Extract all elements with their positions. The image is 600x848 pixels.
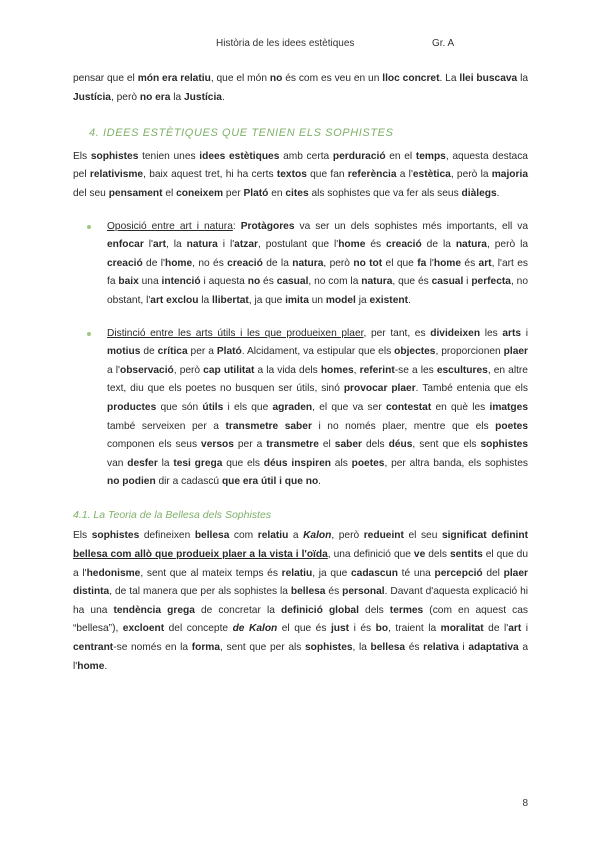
bold-term: sentits (449, 549, 483, 561)
text-run: la (198, 294, 213, 306)
text-run: van (107, 457, 128, 469)
bold-term: sophistes (90, 150, 139, 162)
text-run: va ser un dels sophistes més importants, ell va (294, 220, 528, 232)
bold-term: Justícia (184, 91, 222, 103)
text-run: de l' (483, 623, 509, 635)
bold-term: perfecta (471, 276, 511, 288)
bold-term: perduració (332, 150, 386, 162)
bold-term: cadascun (351, 567, 398, 579)
bold-term: relativisme (89, 169, 144, 181)
page-number: 8 (522, 798, 528, 809)
bold-term: estètica (412, 169, 451, 181)
bold-term: poetes (351, 457, 385, 469)
bold-term: no era (139, 91, 171, 103)
bold-term: referint (359, 364, 395, 376)
text-run: a l' (107, 364, 120, 376)
text-run: el que du a l' (73, 549, 528, 579)
text-run: , una definició que (327, 549, 414, 561)
bold-term: model (325, 294, 356, 306)
text-run: que els (222, 457, 264, 469)
text-run: , però (173, 364, 204, 376)
bold-term: diàlegs (461, 187, 497, 199)
page-content (73, 70, 528, 676)
text-run: als (331, 457, 352, 469)
text-run: de la (262, 257, 293, 269)
bold-term: no podien (107, 476, 156, 488)
bold-term: tesi grega (173, 457, 223, 469)
text-run: . Alcidament, va estipular que els (241, 346, 395, 358)
text-run: , però la (450, 169, 492, 181)
text-run: , baix aquest tret, hi ha certs (143, 169, 277, 181)
text-run: per (223, 187, 244, 199)
text-run: el seu (403, 530, 442, 542)
text-run: , de tal manera que per als sophistes la (109, 586, 291, 598)
bold-term: natura (292, 257, 324, 269)
bold-term: natura (455, 239, 487, 251)
text-run: la (517, 73, 529, 84)
bold-term: Protàgores (240, 220, 295, 232)
bold-term: home (77, 660, 105, 672)
bold-term: art (152, 239, 166, 251)
bold-term: cap utilitat (203, 364, 255, 376)
bold-term: coneixem (176, 187, 224, 199)
bold-term: Plató (216, 346, 242, 358)
text-run: l' (426, 257, 434, 269)
text-run: (com en aquest cas “bellesa”), (73, 604, 528, 635)
bold-term: excloent (122, 623, 165, 635)
text-run: . També entenia que els (415, 383, 528, 395)
bold-term: cites (285, 187, 309, 199)
bullet-dot-icon (87, 332, 91, 336)
text-run: en què les (431, 401, 490, 413)
section-4-bullet-list (73, 218, 528, 492)
text-run: la (170, 91, 185, 103)
bold-term: no tot (353, 257, 383, 269)
bold-term: natura (186, 239, 218, 251)
bold-term: desfer (127, 457, 158, 469)
text-run: , aquesta destaca pel (73, 150, 528, 181)
text-run: amb certa (279, 150, 333, 162)
text-run: és com es veu en un (282, 73, 383, 84)
bold-term: sophistes (91, 530, 140, 542)
text-run: a l' (73, 642, 529, 672)
text-run: . Davant d'aquesta explicació hi ha una (73, 586, 529, 616)
text-run: als sophistes que va fer als seus (308, 187, 462, 199)
bold-term: creació (227, 257, 263, 269)
bold-term: percepció (434, 567, 483, 579)
text-run: , sent que al mateix temps és (140, 567, 282, 579)
bold-term: sophistes (480, 439, 528, 451)
text-run: de concretar la (194, 604, 281, 616)
text-run: és (365, 239, 387, 251)
section-4-1-heading: 4.1. La Teoria de la Bellesa dels Sophistes (73, 508, 272, 521)
underlined-term: bellesa com allò que produeix plaer a la vista i l'oïda (73, 549, 328, 561)
text-run: la (157, 457, 174, 469)
bold-term: objectes (394, 346, 436, 358)
text-run: el que (382, 257, 418, 269)
text-run: , però (110, 91, 140, 103)
bold-term: versos (201, 439, 234, 451)
text-run: del (482, 567, 504, 579)
bold-term: natura (361, 276, 393, 288)
text-run: en (268, 187, 286, 199)
bold-term: art (508, 623, 522, 635)
bold-term: útils (202, 401, 224, 413)
text-run: dir a cadascú (155, 476, 222, 488)
text-run: és (405, 642, 424, 654)
text-run: , per altra banda, els sophistes (384, 457, 528, 469)
bold-term: plaer (503, 346, 529, 358)
bold-term: tendència grega (113, 604, 195, 616)
text-run: , l'art es fa (107, 257, 528, 288)
bold-term: transmetre (266, 439, 319, 451)
text-run: que fan (306, 169, 348, 181)
text-run: un (308, 294, 326, 306)
text-run: també serveixen per a (107, 420, 226, 432)
text-run: . (104, 660, 108, 672)
bold-term: productes (107, 401, 157, 413)
section-4-paragraph (73, 148, 528, 204)
text-run: i (521, 327, 529, 339)
text-run: , sent que per als (220, 642, 305, 654)
bold-term: motius (107, 346, 141, 358)
text-run: , la (166, 239, 187, 251)
text-run: componen els seus (107, 439, 202, 451)
text-run: i l' (217, 239, 235, 251)
bold-term: enfocar (107, 239, 144, 251)
bold-term: idees estètiques (199, 150, 280, 162)
bold-term: just (330, 623, 350, 635)
text-run: dels (425, 549, 450, 561)
text-run: , però (323, 257, 354, 269)
text-run: , per tant, es (363, 327, 431, 339)
bold-term: Kalon (303, 530, 332, 542)
bold-term: definició global (280, 604, 359, 616)
bold-term: escultures (436, 364, 488, 376)
bold-term: intenció (161, 276, 201, 288)
text-run: com (229, 530, 258, 542)
bold-term: fa (417, 257, 427, 269)
text-run: , no com la (308, 276, 362, 288)
text-run: per a (233, 439, 267, 451)
underlined-term: Distinció entre les arts útils i les que produeixen plaer (107, 327, 364, 339)
text-run: i (463, 276, 472, 288)
bold-term: Justícia (73, 91, 111, 103)
bold-term: imatges (489, 401, 528, 413)
text-run: i (521, 623, 529, 635)
bold-term: baix (118, 276, 139, 288)
text-run: , postulant que l' (257, 239, 339, 251)
bold-term: imita (285, 294, 309, 306)
bold-term: crítica (157, 346, 188, 358)
bold-term: ve (413, 549, 426, 561)
bold-term: de Kalon (232, 623, 278, 635)
text-run: del concepte (164, 623, 233, 635)
header-group: Gr. A (432, 38, 455, 49)
text-run: és (461, 257, 479, 269)
text-run: , que és (392, 276, 432, 288)
text-run: i aquesta (200, 276, 248, 288)
text-run: i no només plaer, mentre que els (311, 420, 496, 432)
text-run: i els que (223, 401, 273, 413)
text-run: l' (143, 239, 153, 251)
bold-term: temps (415, 150, 446, 162)
underlined-term: Oposició entre art i natura (107, 220, 233, 232)
bold-term: Plató (243, 187, 269, 199)
text-run: el (162, 187, 177, 199)
bold-term: majoria (491, 169, 528, 181)
bullet-text (107, 221, 528, 306)
text-run: . (407, 294, 411, 306)
bold-term: home (164, 257, 193, 269)
text-run: , però (331, 530, 364, 542)
text-run: -se a les (394, 364, 437, 376)
text-run: . (318, 476, 322, 488)
text-run: . La (439, 73, 460, 84)
bold-term: termes (389, 604, 424, 616)
text-run: una (138, 276, 162, 288)
bold-term: saber (334, 439, 362, 451)
bold-term: existent (369, 294, 408, 306)
text-run: , però la (486, 239, 529, 251)
bullet-dot-icon (87, 225, 91, 229)
text-run: a (288, 530, 304, 542)
text-run: del seu (73, 187, 109, 199)
bold-term: hedonisme (86, 567, 141, 579)
bold-term: adaptativa (468, 642, 519, 654)
bold-term: relatiu (281, 567, 313, 579)
bold-term: déus inspiren (263, 457, 331, 469)
bold-term: que era útil i que no (221, 476, 319, 488)
text-run: per a (187, 346, 217, 358)
bold-term: atzar (234, 239, 258, 251)
bold-term: lloc concret (382, 73, 440, 84)
bold-term: transmetre saber (225, 420, 312, 432)
bold-term: personal (342, 586, 385, 598)
bold-term: home (338, 239, 366, 251)
text-run: , ja que (248, 294, 286, 306)
bold-term: creació (107, 257, 143, 269)
bullet-item-art-natura (73, 218, 528, 311)
text-run: ja (355, 294, 370, 306)
section-4-heading: 4. IDEES ESTÈTIQUES QUE TENIEN ELS SOPHISTES (89, 127, 394, 140)
text-run: el (318, 439, 335, 451)
text-run: -se només en la (113, 642, 192, 654)
bold-term: relatiu (257, 530, 289, 542)
text-run: a la vida dels (254, 364, 321, 376)
text-run: el que és (277, 623, 331, 635)
bold-term: món era relatiu (137, 73, 211, 84)
text-run: de (140, 346, 158, 358)
bold-term: bellesa (370, 642, 406, 654)
bold-term: moralitat (440, 623, 484, 635)
text-run: les (480, 327, 503, 339)
bold-term: arts (502, 327, 522, 339)
text-run: pensar que el (73, 73, 138, 84)
text-run: tenien unes (138, 150, 200, 162)
text-run: en el (385, 150, 416, 162)
header-title: Història de les idees estètiques (216, 38, 355, 49)
text-run: Els (73, 530, 92, 542)
bold-term: plaer distinta (73, 567, 528, 598)
bold-term: provocar plaer (343, 383, 416, 395)
bold-term: textos (276, 169, 307, 181)
bold-term: bellesa (194, 530, 230, 542)
text-run: dels (361, 439, 389, 451)
bold-term: contestat (385, 401, 432, 413)
text-run: i és (349, 623, 376, 635)
bold-term: bellesa (290, 586, 326, 598)
bold-term: pensament (108, 187, 163, 199)
text-run: , que el món (210, 73, 270, 84)
bold-term: creació (386, 239, 422, 251)
bold-term: no (269, 73, 283, 84)
bold-term: casual (276, 276, 309, 288)
bold-term: observació (119, 364, 174, 376)
text-run: , el que va ser (312, 401, 386, 413)
bold-term: redueint (363, 530, 404, 542)
bold-term: llei buscava (459, 73, 518, 84)
text-run: , ja que (312, 567, 351, 579)
bold-term: casual (431, 276, 464, 288)
bold-term: centrant (73, 642, 114, 654)
bold-term: divideixen (430, 327, 481, 339)
text-run: , la (352, 642, 371, 654)
bold-term: relativa (423, 642, 459, 654)
text-run: . (221, 91, 225, 103)
bold-term: homes (320, 364, 354, 376)
bold-term: déus (388, 439, 413, 451)
text-run: , en altre text, diu que els poetes no busquen ser útils, sinó (107, 364, 528, 395)
text-run: dels (358, 604, 390, 616)
bold-term: significat definint (441, 530, 528, 542)
text-run: , traient la (388, 623, 441, 635)
bullet-text (107, 328, 528, 488)
bold-term: agraden (272, 401, 313, 413)
text-run: , sent que els (412, 439, 481, 451)
text-run: , proporcionen (435, 346, 504, 358)
text-run: té una (398, 567, 435, 579)
text-run: defineixen (139, 530, 195, 542)
text-run: , no és (192, 257, 228, 269)
text-run: que són (156, 401, 203, 413)
bold-term: home (433, 257, 462, 269)
text-run: i (458, 642, 469, 654)
bold-term: art exclou (150, 294, 199, 306)
text-run: : (232, 220, 241, 232)
text-run: , no obstant, l' (107, 276, 528, 306)
text-run: de l' (142, 257, 165, 269)
bold-term: forma (191, 642, 221, 654)
section-4-1-paragraph (73, 527, 528, 676)
text-run: és (260, 276, 277, 288)
intro-paragraph (73, 70, 528, 107)
bold-term: bo (375, 623, 389, 635)
text-run: , (353, 364, 360, 376)
bold-term: sophistes (304, 642, 353, 654)
bold-term: llibertat (212, 294, 249, 306)
bold-term: referència (347, 169, 397, 181)
bold-term: no (247, 276, 261, 288)
text-run: de la (421, 239, 456, 251)
bullet-item-arts-utils (73, 325, 528, 492)
text-run: a l' (396, 169, 413, 181)
text-run: Els (73, 150, 91, 162)
bold-term: art (478, 257, 492, 269)
text-run: és (325, 586, 343, 598)
text-run: . (496, 187, 500, 199)
bold-term: poetes (495, 420, 528, 432)
